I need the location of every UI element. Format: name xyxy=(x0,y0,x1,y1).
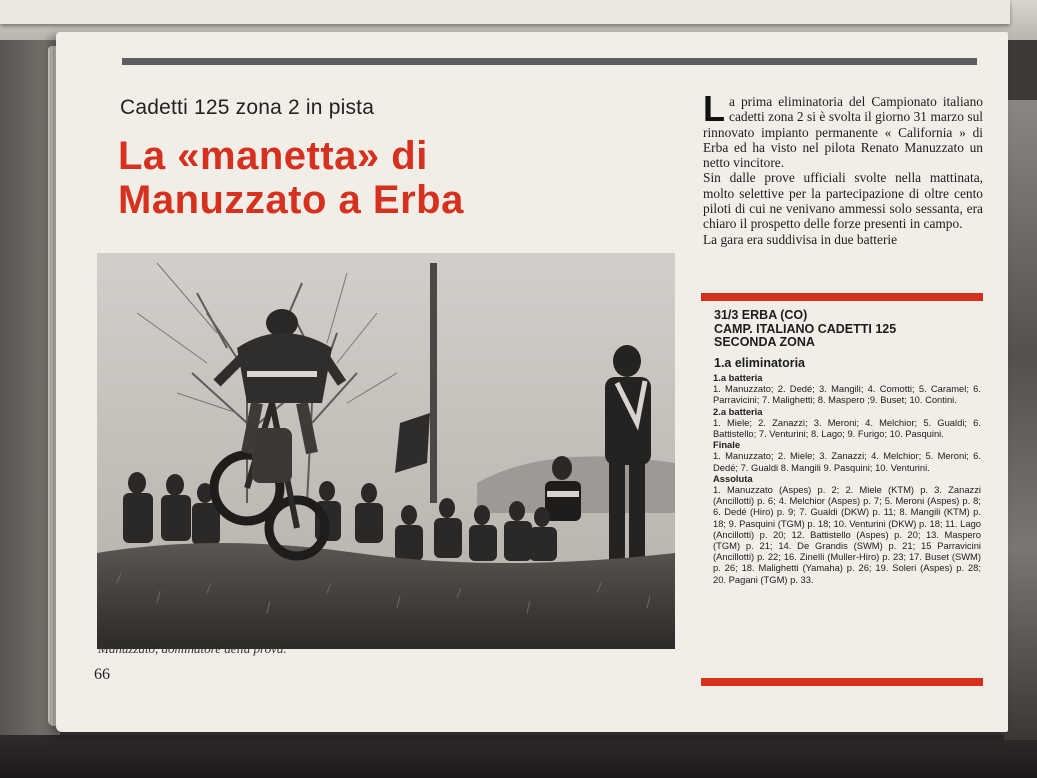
drop-cap: L xyxy=(703,88,725,129)
results-section-label: Finale xyxy=(713,439,741,451)
results-section-label: 1.a batteria xyxy=(713,372,763,383)
photo-caption: Manuzzato, dominatore della prova. xyxy=(98,641,287,656)
results-header-line-3: SECONDA ZONA xyxy=(714,335,815,349)
intro-paragraph-3: La gara era suddivisa in due batterie xyxy=(703,231,898,247)
results-header-line-2: CAMP. ITALIANO CADETTI 125 xyxy=(714,321,897,336)
headline-line-1: La «manetta» di xyxy=(118,134,428,178)
background-sheet xyxy=(0,0,1010,24)
results-section-text: 1. Miele; 2. Zanazzi; 3. Meroni; 4. Melchior; 5. Gualdi; 6. Battistello; 7. Venturini; 8. Lago; 9. Furigo; 10. Pasquini. xyxy=(713,416,981,440)
results-header-line-1: 31/3 ERBA (CO) xyxy=(714,308,808,322)
results-section-label: 2.a batteria xyxy=(713,405,763,417)
intro-paragraph-1 xyxy=(703,88,983,171)
intro-paragraph-2: Sin dalle prove ufficiali svolte nella mattinata, molto selettive per la partecipazione di oltre cento piloti di cui ne venivano ammessi solo sessanta, era chiaro il prospetto delle forze presenti in campo. xyxy=(703,170,983,232)
results-section-text: 1. Manuzzato (Aspes) p. 2; 2. Miele (KTM) p. 3. Zanazzi (Ancillotti) p. 6; 4. Melchior (Aspes) p. 7; 5. Meroni (Aspes) p. 8; 6. Dedé (Hiro) p. 9; 7. Gualdi (DKW) p. 11; 8. Mangili (KTM) p. 18; 9. Pasquini (TGM) p. 18; 10. Venturini (DKW) p. 18; 11. Lago (Ancillotti) p. 20; 12. Battistello (Aspes) p. 20; 13. Maspero (TGM) p. 21; 14. De Grandis (SWM) p. 21; 15 Parravicini (Ancillotti) p. 22; 16. Zinelli (Muller-Hiro) p. 23; 17. Buset (SWM) p. 26; 18. Malighetti (Yamaha) p. 26; 19. Soleri (Aspes) p. 28; 20. Pagani (TGM) p. 33. xyxy=(713,484,981,585)
top-rule xyxy=(122,58,977,65)
intro-paragraph-1-text: a prima eliminatoria del Campionato italiano cadetti zona 2 si è svolta il giorno 31 marzo sul rinnovato impianto permanente « California » di Erba ed ha visto nel pilota Renato Manuzzato un netto vincitore. xyxy=(703,94,983,171)
results-bottom-rule xyxy=(701,678,983,686)
race-photo-illustration xyxy=(97,253,675,649)
intro-text xyxy=(703,88,983,247)
background-bottom xyxy=(0,735,1037,778)
results-section-label: Assoluta xyxy=(713,472,753,484)
results-section-text: 1. Manuzzato; 2. Miele; 3. Zanazzi; 4. Melchior; 5. Meroni; 6. Dedé; 7. Gualdi 8. Mangili 9. Pasquini; 10. Venturini. xyxy=(713,450,981,473)
results-subheader: 1.a eliminatoria xyxy=(714,356,806,370)
article-kicker: Cadetti 125 zona 2 in pista xyxy=(120,96,375,119)
headline-line-2: Manuzzato a Erba xyxy=(118,178,464,222)
page-number: 66 xyxy=(94,666,110,683)
results-section-text: 1. Manuzzato; 2. Dedé; 3. Mangili; 4. Comotti; 5. Caramel; 6. Parravicini; 7. Malighetti; 8. Maspero ;9. Buset; 10. Contini. xyxy=(713,383,981,406)
next-page-edge xyxy=(1004,100,1037,740)
results-header xyxy=(714,309,984,350)
results-list xyxy=(713,372,981,585)
article-headline xyxy=(118,134,678,222)
results-top-rule xyxy=(701,293,983,301)
race-photo xyxy=(97,253,675,649)
